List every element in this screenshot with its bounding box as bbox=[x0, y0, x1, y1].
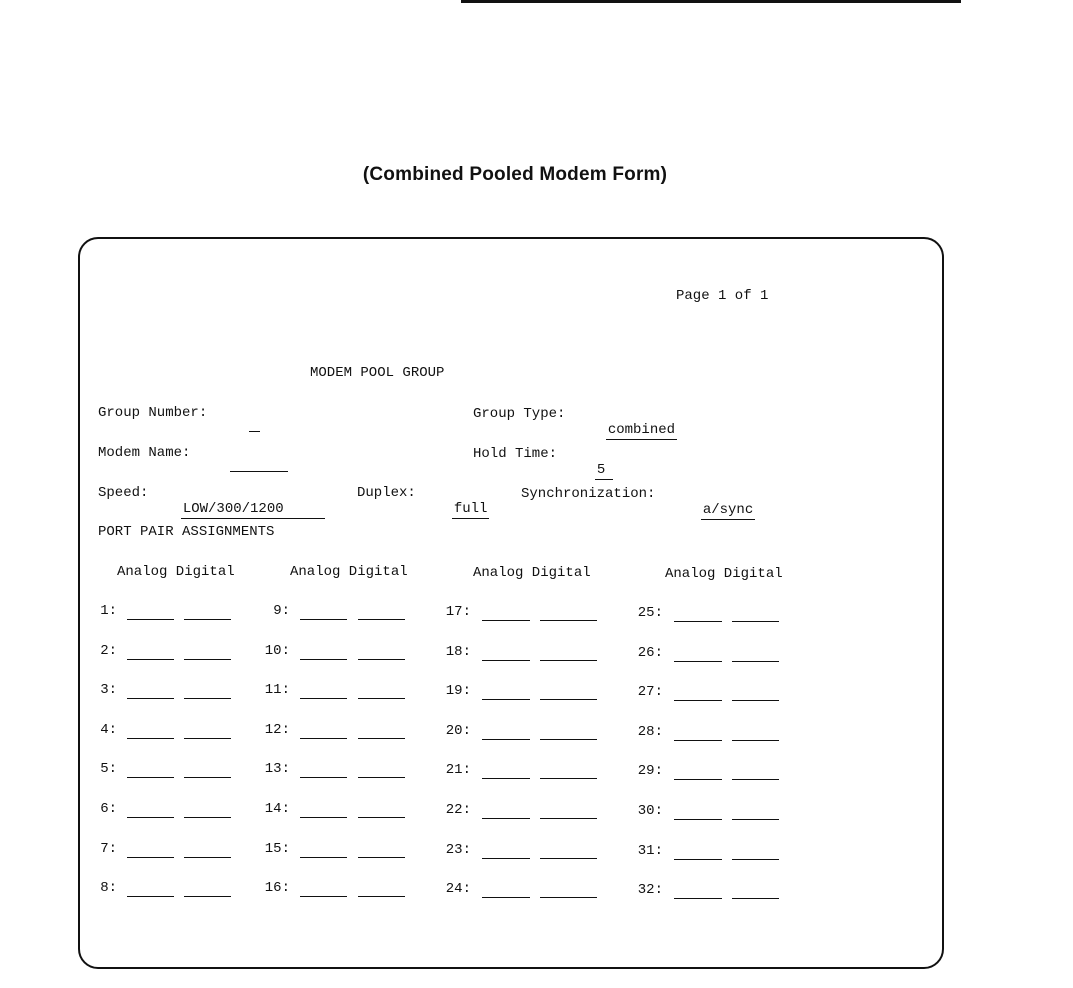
form-caption: (Combined Pooled Modem Form) bbox=[362, 164, 668, 185]
analog-port-field[interactable] bbox=[127, 817, 174, 818]
digital-port-field[interactable] bbox=[358, 738, 405, 739]
analog-port-field[interactable] bbox=[300, 817, 347, 818]
digital-port-field[interactable] bbox=[540, 699, 597, 700]
page-indicator: Page 1 of 1 bbox=[676, 288, 769, 304]
analog-port-field[interactable] bbox=[674, 859, 722, 860]
analog-port-field[interactable] bbox=[127, 896, 174, 897]
port-label: 5: bbox=[100, 761, 117, 777]
digital-port-field[interactable] bbox=[732, 898, 779, 899]
port-label: 21: bbox=[445, 762, 471, 778]
port-label: 23: bbox=[445, 842, 471, 858]
analog-port-field[interactable] bbox=[127, 857, 174, 858]
digital-port-field[interactable] bbox=[184, 659, 231, 660]
column-header-3: Analog Digital bbox=[473, 565, 591, 581]
hold-time-field[interactable] bbox=[578, 446, 613, 480]
group-number-field[interactable] bbox=[232, 405, 260, 437]
digital-port-field[interactable] bbox=[732, 661, 779, 662]
digital-port-field[interactable] bbox=[184, 698, 231, 699]
analog-port-field[interactable] bbox=[482, 897, 530, 898]
port-label: 27: bbox=[637, 684, 663, 700]
analog-port-field[interactable] bbox=[674, 898, 722, 899]
digital-port-field[interactable] bbox=[732, 700, 779, 701]
modem-name-field[interactable] bbox=[213, 445, 288, 477]
speed-label: Speed: bbox=[98, 485, 149, 501]
form-title: MODEM POOL GROUP bbox=[310, 365, 445, 381]
port-label: 12: bbox=[264, 722, 290, 738]
analog-port-field[interactable] bbox=[482, 620, 530, 621]
synchronization-label: Synchronization: bbox=[521, 486, 656, 502]
digital-port-field[interactable] bbox=[358, 817, 405, 818]
digital-port-field[interactable] bbox=[184, 817, 231, 818]
speed-field[interactable] bbox=[164, 485, 325, 519]
analog-port-field[interactable] bbox=[300, 738, 347, 739]
port-label: 30: bbox=[637, 803, 663, 819]
digital-port-field[interactable] bbox=[540, 739, 597, 740]
analog-port-field[interactable] bbox=[127, 777, 174, 778]
port-label: 9: bbox=[273, 603, 290, 619]
digital-port-field[interactable] bbox=[358, 777, 405, 778]
synchronization-value: a/sync bbox=[702, 502, 754, 518]
group-type-label: Group Type: bbox=[473, 406, 566, 422]
form-screen bbox=[78, 237, 944, 969]
digital-port-field[interactable] bbox=[540, 620, 597, 621]
digital-port-field[interactable] bbox=[540, 858, 597, 859]
port-label: 4: bbox=[100, 722, 117, 738]
group-number-label: Group Number: bbox=[98, 405, 208, 421]
port-label: 8: bbox=[100, 880, 117, 896]
analog-port-field[interactable] bbox=[482, 660, 530, 661]
port-label: 13: bbox=[264, 761, 290, 777]
modem-name-label: Modem Name: bbox=[98, 445, 191, 461]
speed-value: LOW/300/1200 bbox=[181, 501, 325, 519]
analog-port-field[interactable] bbox=[674, 621, 722, 622]
analog-port-field[interactable] bbox=[300, 698, 347, 699]
synchronization-field[interactable] bbox=[684, 486, 755, 520]
analog-port-field[interactable] bbox=[127, 698, 174, 699]
analog-port-field[interactable] bbox=[300, 896, 347, 897]
analog-port-field[interactable] bbox=[127, 659, 174, 660]
analog-port-field[interactable] bbox=[127, 738, 174, 739]
duplex-field[interactable] bbox=[435, 485, 489, 519]
port-label: 11: bbox=[264, 682, 290, 698]
port-label: 32: bbox=[637, 882, 663, 898]
digital-port-field[interactable] bbox=[732, 621, 779, 622]
digital-port-field[interactable] bbox=[540, 897, 597, 898]
port-label: 14: bbox=[264, 801, 290, 817]
port-label: 18: bbox=[445, 644, 471, 660]
port-label: 31: bbox=[637, 843, 663, 859]
port-label: 7: bbox=[100, 841, 117, 857]
column-header-1: Analog Digital bbox=[117, 564, 235, 580]
analog-port-field[interactable] bbox=[674, 819, 722, 820]
port-label: 2: bbox=[100, 643, 117, 659]
top-rule bbox=[461, 0, 961, 3]
port-label: 19: bbox=[445, 683, 471, 699]
digital-port-field[interactable] bbox=[732, 859, 779, 860]
analog-port-field[interactable] bbox=[300, 659, 347, 660]
column-header-4: Analog Digital bbox=[665, 566, 783, 582]
digital-port-field[interactable] bbox=[358, 857, 405, 858]
port-label: 20: bbox=[445, 723, 471, 739]
digital-port-field[interactable] bbox=[540, 660, 597, 661]
analog-port-field[interactable] bbox=[300, 777, 347, 778]
analog-port-field[interactable] bbox=[674, 661, 722, 662]
analog-port-field[interactable] bbox=[674, 700, 722, 701]
analog-port-field[interactable] bbox=[482, 699, 530, 700]
digital-port-field[interactable] bbox=[184, 738, 231, 739]
port-label: 6: bbox=[100, 801, 117, 817]
port-label: 3: bbox=[100, 682, 117, 698]
group-type-field[interactable] bbox=[589, 406, 677, 440]
column-header-2: Analog Digital bbox=[290, 564, 408, 580]
duplex-label: Duplex: bbox=[357, 485, 416, 501]
port-label: 16: bbox=[264, 880, 290, 896]
port-label: 29: bbox=[637, 763, 663, 779]
digital-port-field[interactable] bbox=[540, 818, 597, 819]
analog-port-field[interactable] bbox=[300, 619, 347, 620]
digital-port-field[interactable] bbox=[184, 857, 231, 858]
digital-port-field[interactable] bbox=[358, 619, 405, 620]
port-label: 1: bbox=[100, 603, 117, 619]
analog-port-field[interactable] bbox=[674, 740, 722, 741]
analog-port-field[interactable] bbox=[482, 778, 530, 779]
port-label: 22: bbox=[445, 802, 471, 818]
digital-port-field[interactable] bbox=[184, 896, 231, 897]
analog-port-field[interactable] bbox=[127, 619, 174, 620]
port-label: 17: bbox=[445, 604, 471, 620]
port-label: 25: bbox=[637, 605, 663, 621]
analog-port-field[interactable] bbox=[674, 779, 722, 780]
port-label: 15: bbox=[264, 841, 290, 857]
port-label: 28: bbox=[637, 724, 663, 740]
digital-port-field[interactable] bbox=[540, 778, 597, 779]
port-label: 24: bbox=[445, 881, 471, 897]
digital-port-field[interactable] bbox=[732, 779, 779, 780]
analog-port-field[interactable] bbox=[482, 739, 530, 740]
digital-port-field[interactable] bbox=[358, 698, 405, 699]
analog-port-field[interactable] bbox=[482, 858, 530, 859]
port-label: 10: bbox=[264, 643, 290, 659]
digital-port-field[interactable] bbox=[732, 819, 779, 820]
digital-port-field[interactable] bbox=[358, 659, 405, 660]
port-label: 26: bbox=[637, 645, 663, 661]
port-pair-heading: PORT PAIR ASSIGNMENTS bbox=[98, 524, 275, 540]
analog-port-field[interactable] bbox=[300, 857, 347, 858]
digital-port-field[interactable] bbox=[184, 777, 231, 778]
analog-port-field[interactable] bbox=[482, 818, 530, 819]
hold-time-value: 5 bbox=[595, 462, 613, 480]
group-type-value: combined bbox=[607, 422, 676, 438]
digital-port-field[interactable] bbox=[358, 896, 405, 897]
hold-time-label: Hold Time: bbox=[473, 446, 558, 462]
digital-port-field[interactable] bbox=[732, 740, 779, 741]
duplex-value: full bbox=[453, 501, 488, 517]
digital-port-field[interactable] bbox=[184, 619, 231, 620]
